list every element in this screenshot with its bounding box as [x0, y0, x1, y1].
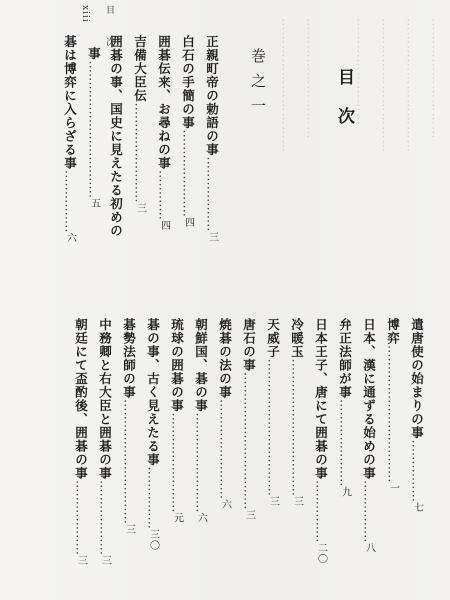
toc-entry [122, 318, 135, 535]
toc-entry [266, 318, 279, 507]
toc-entry [205, 35, 218, 280]
leader-dots: …………………………… [241, 372, 257, 510]
entry-text: 冷暖玉 [289, 318, 305, 359]
toc-entry [170, 318, 183, 524]
entry-page: 三 [243, 509, 255, 521]
leader-dots: …………… [62, 170, 78, 233]
toc-entry [133, 35, 146, 214]
toc-entry [218, 318, 231, 510]
entry-page: 六 [64, 232, 76, 244]
toc-entry [386, 318, 399, 494]
entry-text: 日本、漢に通ずる始めの事 [361, 318, 377, 480]
leader-dots: …………… [145, 466, 161, 529]
leader-dots: ……………… [97, 480, 113, 555]
entry-text: 日本王子、唐にて囲碁の事 [313, 318, 329, 480]
show-through-text: ……………………… [429, 18, 445, 140]
toc-entry [338, 318, 351, 498]
entry-page: 六 [219, 499, 231, 510]
leader-dots: …………………… [193, 412, 209, 513]
entry-text: 朝鮮国、碁の事 [193, 318, 209, 413]
toc-entry [109, 35, 122, 238]
leader-dots: ………………………… [121, 399, 137, 524]
entry-page: 三 [291, 496, 303, 507]
entry-page: 七 [411, 502, 423, 513]
leader-dots: …………… [409, 439, 425, 502]
entry-text: 白石の手簡の事 [180, 35, 196, 130]
toc-entry [146, 318, 159, 551]
leader-dots: …………………………… [265, 358, 281, 496]
entry-page: 三 [206, 231, 218, 243]
entry-page: 三 [99, 555, 111, 566]
leader-dots: …………… [361, 480, 377, 543]
entry-page: 五 [88, 198, 100, 209]
toc-entry [242, 318, 255, 521]
show-through-text: ………………………… [404, 18, 420, 153]
leader-dots: ……………… [73, 480, 89, 555]
toc-entry [74, 318, 87, 566]
entry-page: 一 [387, 482, 399, 494]
toc-entry [410, 318, 423, 513]
toc-entry [314, 318, 327, 565]
toc-entry [181, 35, 194, 228]
entry-text: 中務卿と右大臣と囲碁の事 [97, 318, 113, 480]
entry-text: 碁勢法師の事 [121, 318, 137, 399]
leader-dots: ……………… [204, 156, 220, 232]
leader-dots: …………………………… [385, 345, 401, 483]
entry-page: 九 [339, 486, 351, 498]
toc-entry [98, 318, 111, 566]
entry-page: 四 [158, 220, 170, 231]
entry-text: 遣唐使の始まりの事 [409, 318, 425, 440]
toc-entry [87, 47, 100, 209]
leader-dots: …………………………… [86, 60, 102, 198]
leader-dots: ………… [156, 170, 172, 220]
show-through-text: …………………… [354, 18, 370, 126]
entry-page: 四 [182, 217, 194, 228]
entry-text: 碁は博弈に入らざる事 [62, 35, 78, 170]
leader-dots: ………………… [337, 399, 353, 487]
volume-heading: 巻之一 [249, 48, 267, 123]
entry-text: 囲碁伝来、お尋ねの事 [156, 35, 172, 170]
running-title: 目 次 [104, 5, 114, 56]
entry-page: 二〇 [315, 542, 327, 565]
toc-entry [290, 318, 303, 507]
toc-entry [63, 35, 76, 244]
toc-entry [362, 318, 375, 554]
entry-text: 天威子 [265, 318, 281, 359]
entry-text: 朝廷にて盃酌後、囲碁の事 [73, 318, 89, 480]
entry-page: 三〇 [147, 529, 159, 551]
entry-text: 焼碁の法の事 [217, 318, 233, 399]
leader-dots: …………………… [132, 102, 148, 203]
entry-page: 三 [267, 496, 279, 507]
show-through-text: ………………………… [379, 18, 395, 153]
entry-text: 吉備大臣伝 [132, 35, 148, 103]
entry-page: 六 [195, 512, 207, 524]
entry-text: 事 [86, 47, 102, 61]
entry-page: 三 [75, 555, 87, 566]
entry-text: 碁の事、古く見えたる事 [145, 318, 161, 467]
leader-dots: …………………… [217, 399, 233, 499]
entry-page: 三 [123, 524, 135, 535]
entry-text: 弁正法師が事 [337, 318, 353, 399]
leader-dots: …………………… [169, 412, 185, 513]
page-number-roman: xiii [80, 5, 90, 23]
entry-page: 八 [363, 542, 375, 554]
toc-title: 目次 [334, 68, 354, 146]
entry-page: 元 [171, 512, 183, 524]
entry-text: 博弈 [385, 318, 401, 345]
entry-text: 正親町帝の勅語の事 [204, 35, 220, 157]
show-through-text: ……………………… [304, 18, 320, 140]
leader-dots: …………… [313, 480, 329, 543]
leader-dots: …………………………… [289, 358, 305, 496]
toc-entry [194, 318, 207, 524]
leader-dots: ………………… [180, 129, 196, 217]
entry-page: 三 [134, 202, 146, 214]
entry-text: 唐石の事 [241, 318, 257, 372]
entry-text: 囲碁の事、国史に見えたる初めの [108, 35, 124, 238]
show-through-text: ………………………… [279, 18, 295, 153]
toc-entry [157, 35, 170, 231]
entry-text: 琉球の囲碁の事 [169, 318, 185, 413]
